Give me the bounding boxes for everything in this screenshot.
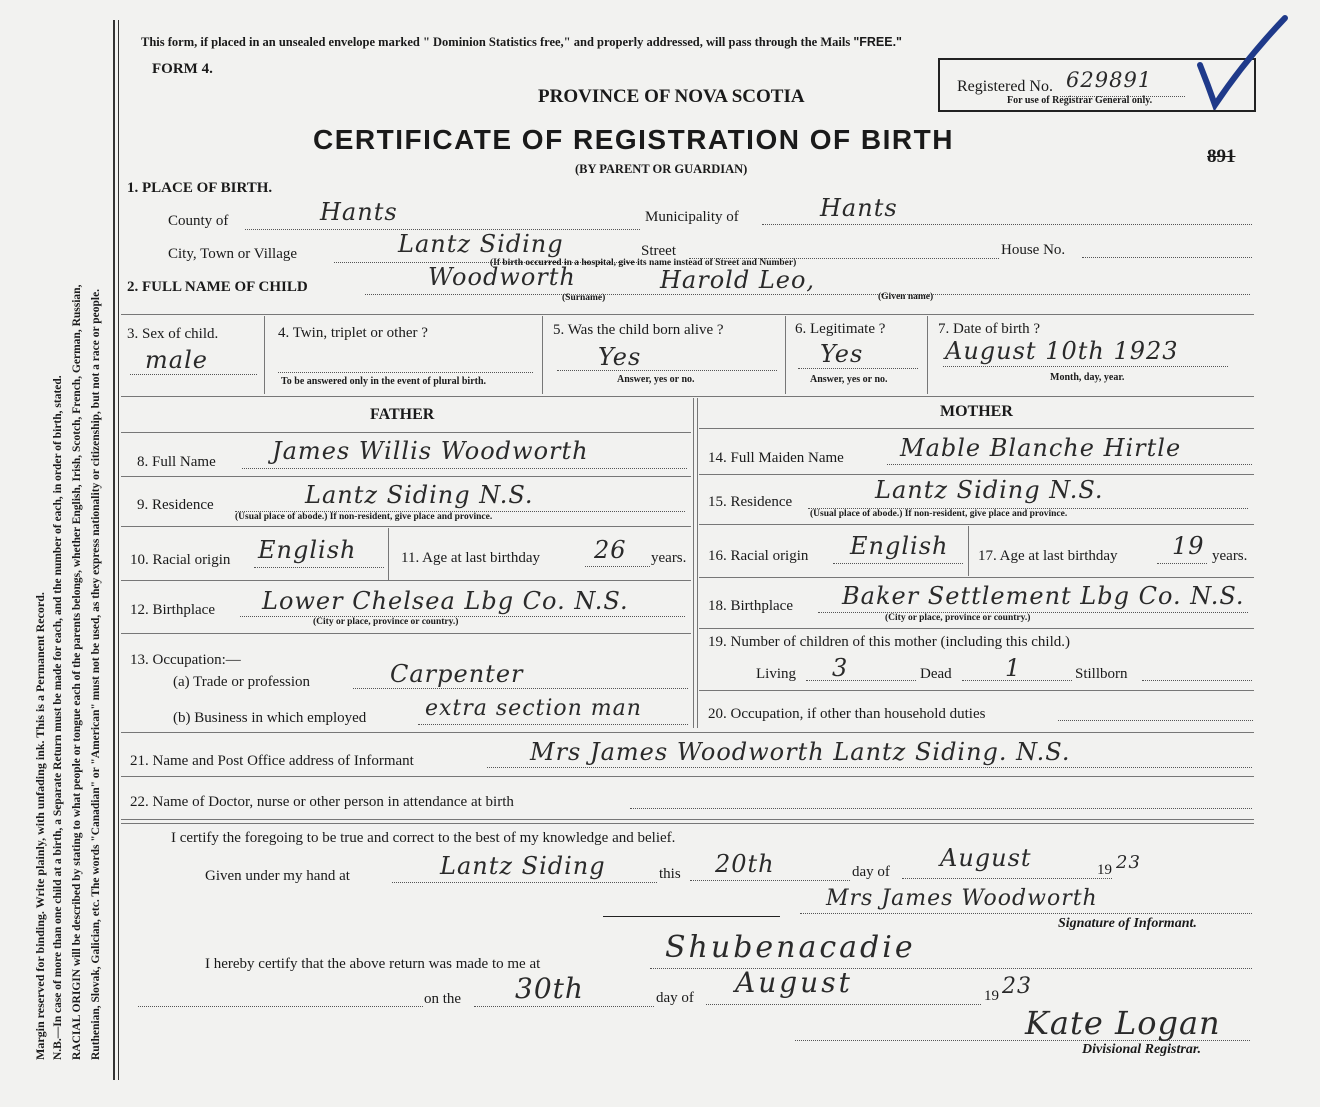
- father-name-line: [242, 468, 687, 469]
- father-birthplace-label: 12. Birthplace: [130, 602, 215, 618]
- sex-value: male: [145, 346, 208, 374]
- father-age-label: 11. Age at last birthday: [401, 550, 540, 566]
- given-place-line: [392, 882, 657, 883]
- dead-value: 1: [1005, 654, 1022, 682]
- father-trade-line: [353, 688, 688, 689]
- col-rule: [264, 316, 265, 394]
- father-birthplace-note: (City or place, province or country.): [313, 617, 459, 627]
- mother-birthplace-line: [818, 612, 1248, 613]
- municipality-line: [762, 224, 1252, 225]
- mother-birthplace-note: (City or place, province or country.): [885, 613, 1031, 623]
- county-label: County of: [168, 213, 229, 229]
- informant-line: [487, 767, 1252, 768]
- father-residence-value: Lantz Siding N.S.: [305, 481, 534, 509]
- check-mark-icon: [1160, 10, 1300, 110]
- sex-line: [130, 374, 257, 375]
- mother-age-label: 17. Age at last birthday: [978, 548, 1118, 564]
- registrar-signature: Kate Logan: [1025, 1004, 1221, 1042]
- hospital-note: (If birth occurred in a hospital, give its name instead of Street and Number): [490, 258, 797, 268]
- row-rule: [121, 432, 691, 433]
- mail-note: [141, 35, 902, 50]
- day-of-label: day of: [852, 864, 890, 880]
- row-rule: [121, 580, 691, 581]
- col-rule: [785, 316, 786, 394]
- mother-occupation-label: 20. Occupation, if other than household duties: [708, 706, 986, 722]
- father-trade-label: (a) Trade or profession: [173, 674, 311, 690]
- alive-note: Answer, yes or no.: [617, 374, 695, 385]
- col-rule: [542, 316, 543, 394]
- father-age-unit: years.: [651, 550, 687, 566]
- father-race-value: English: [258, 536, 357, 564]
- father-name-label: 8. Full Name: [137, 454, 216, 470]
- father-business-line: [418, 724, 688, 725]
- registrar-place-value: Shubenacadie: [665, 930, 916, 965]
- twin-note: To be answered only in the event of plural birth.: [281, 376, 487, 387]
- row-rule: [121, 732, 1254, 733]
- mother-birthplace-value: Baker Settlement Lbg Co. N.S.: [842, 582, 1245, 610]
- mother-residence-note: (Usual place of abode.) If non-resident, give place and province.: [810, 509, 1068, 519]
- margin-rule-inner: [118, 20, 119, 1080]
- mother-name-line: [887, 464, 1252, 465]
- mail-free: "FREE.": [853, 35, 902, 49]
- row-rule: [121, 819, 1254, 820]
- given-name-note: (Given name): [878, 292, 934, 302]
- legitimate-label: 6. Legitimate ?: [795, 321, 886, 337]
- row-rule: [699, 628, 1254, 629]
- registrar-year-value: 23: [1002, 974, 1032, 999]
- parent-divider: [693, 398, 694, 728]
- mother-race-label: 16. Racial origin: [708, 548, 809, 564]
- alive-label: 5. Was the child born alive ?: [553, 322, 724, 338]
- registered-note: For use of Registrar General only.: [1007, 95, 1153, 106]
- mother-name-value: Mable Blanche Hirtle: [900, 434, 1182, 462]
- signature-label: Signature of Informant.: [1058, 916, 1197, 931]
- row-rule: [699, 690, 1254, 691]
- parent-divider: [697, 398, 698, 728]
- municipality-value: Hants: [820, 194, 898, 222]
- county-value: Hants: [320, 198, 398, 226]
- city-label: City, Town or Village: [168, 246, 298, 262]
- twin-line: [278, 372, 533, 373]
- doctor-label: 22. Name of Doctor, nurse or other person in attendance at birth: [130, 794, 514, 810]
- informant-value: Mrs James Woodworth Lantz Siding. N.S.: [530, 738, 1071, 766]
- child-name-line: [365, 294, 1250, 295]
- living-value: 3: [832, 654, 849, 682]
- certify-statement: I certify the foregoing to be true and correct to the best of my knowledge and belief.: [171, 830, 676, 846]
- stillborn-line: [1142, 680, 1252, 681]
- row-rule: [699, 428, 1254, 429]
- registrar-lead-line: [138, 1006, 423, 1007]
- row-rule: [699, 577, 1254, 578]
- father-race-label: 10. Racial origin: [130, 552, 231, 568]
- child-name-label: 2. FULL NAME OF CHILD: [127, 279, 308, 295]
- day-line: [690, 880, 850, 881]
- registrar-day-of-label: day of: [656, 990, 694, 1006]
- this-label: this: [659, 866, 681, 882]
- mother-residence-value: Lantz Siding N.S.: [875, 476, 1104, 504]
- mother-age-line: [1157, 563, 1207, 564]
- mother-name-label: 14. Full Maiden Name: [708, 450, 844, 466]
- signature-line: [800, 913, 1252, 914]
- living-line: [806, 680, 916, 681]
- father-age-value: 26: [594, 536, 627, 564]
- margin-rule: [113, 20, 115, 1080]
- place-heading: 1. PLACE OF BIRTH.: [127, 180, 273, 196]
- mother-race-line: [833, 563, 963, 564]
- row-rule: [699, 524, 1254, 525]
- city-value: Lantz Siding: [398, 230, 564, 258]
- margin-racial-note-cont: Ruthenian, Slovak, Galician, etc. The words "Canadian" or "American" must not be used, as they express nationality or citizenship, but not a race or people.: [90, 288, 102, 1060]
- given-label: Given under my hand at: [205, 868, 350, 884]
- father-name-value: James Willis Woodworth: [272, 437, 589, 465]
- children-label: 19. Number of children of this mother (including this child.): [708, 634, 1071, 650]
- registered-value: 629891: [1066, 68, 1153, 92]
- registrar-year-prefix: 19: [984, 988, 999, 1004]
- stillborn-label: Stillborn: [1075, 666, 1128, 682]
- margin-racial-note: RACIAL ORIGIN will be described by stating to what people or tongue each of the parents belongs, whether English, Irish, Scotch, French, German, Russian,: [71, 284, 83, 1060]
- mother-age-value: 19: [1172, 532, 1205, 560]
- informant-signature: Mrs James Woodworth: [826, 886, 1098, 911]
- given-place-value: Lantz Siding: [440, 852, 606, 880]
- legitimate-line: [798, 368, 918, 369]
- mail-note-text: This form, if placed in an unsealed envelope marked " Dominion Statistics free," and properly addressed, will pass through the Mails: [141, 35, 851, 49]
- registrar-day-line: [474, 1006, 654, 1007]
- registered-label: Registered No.: [957, 78, 1053, 95]
- row-rule: [121, 314, 1254, 315]
- row-rule: [121, 476, 691, 477]
- col-rule: [927, 316, 928, 394]
- dob-label: 7. Date of birth ?: [938, 321, 1041, 337]
- page-title: CERTIFICATE OF REGISTRATION OF BIRTH: [313, 124, 954, 155]
- dob-note: Month, day, year.: [1050, 372, 1125, 383]
- registrar-statement: I hereby certify that the above return was made to me at: [205, 956, 541, 972]
- mother-residence-label: 15. Residence: [708, 494, 793, 510]
- registrar-day-value: 30th: [515, 972, 584, 1005]
- house-label: House No.: [1001, 242, 1066, 258]
- row-rule: [121, 396, 1254, 397]
- form-number: FORM 4.: [152, 61, 213, 77]
- street-label: Street: [641, 243, 676, 259]
- day-value: 20th: [715, 850, 775, 878]
- child-surname: Woodworth: [428, 263, 576, 291]
- mother-heading: MOTHER: [940, 403, 1013, 420]
- row-rule: [121, 776, 1254, 777]
- alive-line: [557, 370, 777, 371]
- father-birthplace-line: [240, 616, 685, 617]
- municipality-label: Municipality of: [645, 209, 739, 225]
- struck-number: 891: [1207, 146, 1236, 167]
- year-prefix: 19: [1097, 862, 1112, 878]
- father-age-line: [585, 566, 650, 567]
- registrar-month-value: August: [735, 966, 853, 999]
- signature-rule: [603, 916, 780, 917]
- father-occupation-label: 13. Occupation:—: [130, 652, 241, 668]
- father-birthplace-value: Lower Chelsea Lbg Co. N.S.: [262, 587, 629, 615]
- legitimate-value: Yes: [820, 340, 864, 368]
- legitimate-note: Answer, yes or no.: [810, 374, 888, 385]
- page-subtitle: (BY PARENT OR GUARDIAN): [575, 162, 748, 176]
- dead-label: Dead: [920, 666, 952, 682]
- house-line: [1082, 257, 1252, 258]
- father-business-label: (b) Business in which employed: [173, 710, 367, 726]
- row-rule: [699, 474, 1254, 475]
- year-value: 23: [1116, 852, 1141, 873]
- doctor-line: [630, 808, 1252, 809]
- col-rule: [968, 526, 969, 576]
- registrar-label: Divisional Registrar.: [1082, 1042, 1202, 1057]
- margin-binding-note: Margin reserved for binding. Write plainly, with unfading ink. This is a Permanent Record.: [33, 592, 47, 1060]
- row-rule: [121, 526, 691, 527]
- father-residence-label: 9. Residence: [137, 497, 214, 513]
- month-value: August: [940, 844, 1032, 872]
- sex-label: 3. Sex of child.: [127, 326, 219, 342]
- living-label: Living: [756, 666, 796, 682]
- mother-birthplace-label: 18. Birthplace: [708, 598, 793, 614]
- informant-label: 21. Name and Post Office address of Informant: [130, 753, 414, 769]
- province: PROVINCE OF NOVA SCOTIA: [538, 86, 805, 107]
- row-rule: [121, 823, 1254, 824]
- father-residence-note: (Usual place of abode.) If non-resident, give place and province.: [235, 512, 493, 522]
- margin-nb-note: N.B.—In case of more than one child at a birth, a Separate Return must be made for each, and the number of each, in order of birth, stated.: [52, 375, 64, 1060]
- mother-occupation-line: [1058, 720, 1253, 721]
- mother-race-value: English: [850, 532, 949, 560]
- father-race-line: [254, 567, 384, 568]
- father-trade-value: Carpenter: [390, 660, 524, 688]
- on-the-label: on the: [424, 991, 462, 1007]
- dob-value: August 10th 1923: [945, 337, 1179, 365]
- child-given-name: Harold Leo,: [660, 266, 816, 294]
- col-rule: [388, 528, 389, 580]
- mother-age-unit: years.: [1212, 548, 1248, 564]
- father-heading: FATHER: [370, 406, 435, 423]
- month-line: [902, 878, 1112, 879]
- dob-line: [943, 366, 1228, 367]
- alive-value: Yes: [598, 343, 642, 371]
- twin-label: 4. Twin, triplet or other ?: [278, 325, 428, 341]
- registrar-month-line: [706, 1004, 981, 1005]
- father-business-value: extra section man: [425, 696, 642, 721]
- row-rule: [121, 633, 691, 634]
- surname-note: (Surname): [562, 293, 606, 303]
